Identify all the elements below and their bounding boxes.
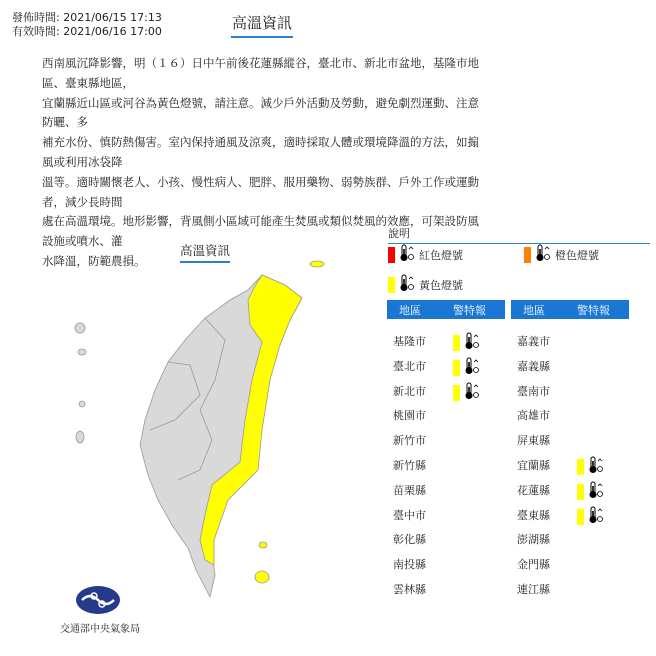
description-line: 處在高溫環境。地形影響，背風側小區域可能產生焚風或類似焚風的效應，可架設防風設施或噴水、灌 (42, 214, 479, 249)
legend-heading: 說明 (388, 225, 650, 244)
yellow-warning-badge (453, 357, 480, 379)
table-row (517, 480, 550, 500)
legend-label: 橙色燈號 (555, 248, 599, 262)
island-green (255, 571, 269, 583)
region-name: 臺東縣 (517, 508, 550, 522)
table-row (393, 480, 426, 500)
region-name: 雲林縣 (393, 583, 426, 596)
col-region: 地區 (399, 303, 421, 317)
thermometer-1-icon (588, 456, 604, 478)
map-title: 高溫資訊 (180, 241, 230, 263)
island-penghu (79, 401, 85, 407)
region-name: 嘉義縣 (517, 359, 550, 373)
table-row (517, 505, 550, 525)
table-row (393, 405, 426, 425)
legend-label: 黃色燈號 (419, 278, 463, 292)
region-name: 臺南市 (517, 384, 550, 398)
region-name: 宜蘭縣 (517, 459, 550, 472)
yellow-warning-badge (577, 506, 604, 528)
description-line: 宜蘭縣近山區或河谷為黃色燈號，請注意。減少戶外活動及勞動，避免劇烈運動、注意防曬、多 (42, 95, 479, 130)
yellow-swatch (388, 277, 395, 293)
table-row (517, 529, 550, 549)
thermometer-1-icon (464, 382, 480, 404)
table-row (393, 579, 426, 599)
region-name: 苗栗縣 (393, 483, 426, 497)
region-name: 臺中市 (393, 508, 426, 522)
table-row (517, 331, 550, 351)
yellow-swatch (577, 509, 584, 525)
issued-value: 2021/06/15 17:13 (63, 11, 162, 24)
table-row (393, 331, 426, 351)
region-name: 新竹市 (393, 434, 426, 448)
region-name: 花蓮縣 (517, 483, 550, 497)
page-title: 高溫資訊 (231, 12, 293, 38)
table-row (393, 455, 426, 475)
yellow-swatch (453, 385, 460, 401)
thermometer-1-icon (464, 332, 480, 354)
col-warning: 警特報 (577, 303, 610, 317)
description-line: 溫等。適時關懷老人、小孩、慢性病人、肥胖、服用藥物、弱勢族群、戶外工作或運動者，減少長時間 (42, 174, 479, 209)
yellow-warning-badge (577, 481, 604, 503)
region-name: 連江縣 (517, 583, 550, 596)
valid-value: 2021/06/16 17:00 (63, 25, 162, 38)
island-orchid (259, 542, 267, 548)
region-name: 新北市 (393, 384, 426, 398)
region-name: 臺北市 (393, 359, 426, 373)
description-line: 水降溫，防範農損。 (42, 253, 146, 268)
region-name: 彰化縣 (393, 533, 426, 547)
region-name: 屏東縣 (517, 434, 550, 448)
region-name: 桃園市 (393, 409, 426, 423)
red-swatch (388, 247, 395, 263)
table-row (517, 455, 550, 475)
table-row (517, 381, 550, 401)
thermometer-1-icon (588, 481, 604, 503)
table-header-right (511, 300, 629, 319)
legend-red (388, 244, 463, 265)
yellow-swatch (453, 360, 460, 376)
table-row (517, 356, 550, 376)
orange-swatch (524, 247, 531, 263)
valid-label: 有效時間: (12, 25, 60, 38)
thermometer-1-icon (399, 274, 415, 295)
region-name: 嘉義市 (517, 335, 550, 348)
cwb-logo (76, 586, 120, 614)
table-row (393, 430, 426, 450)
region-name: 基隆市 (393, 335, 426, 348)
thermometer-2-icon (535, 244, 551, 265)
region-name: 高雄市 (517, 409, 550, 423)
col-warning: 警特報 (453, 303, 486, 317)
thermometer-3-icon (399, 244, 415, 265)
table-row (393, 356, 426, 376)
yellow-warning-badge (453, 382, 480, 404)
description-line: 補充水份、慎防熱傷害。室內保持通風及涼爽，適時採取人體或環境降溫的方法，如搧風或利用冰袋降 (42, 135, 479, 169)
table-row (393, 554, 426, 574)
table-row (517, 554, 550, 574)
table-row (517, 405, 550, 425)
region-name: 南投縣 (393, 558, 426, 572)
legend-label: 紅色燈號 (419, 248, 463, 262)
yellow-swatch (577, 459, 584, 475)
legend-yellow (388, 274, 463, 295)
region-name: 新竹縣 (393, 459, 426, 472)
island-keelung (310, 261, 324, 267)
yellow-warning-badge (577, 456, 604, 478)
table-header-left (387, 300, 505, 319)
table-row (393, 505, 426, 525)
col-region: 地區 (523, 303, 545, 317)
island-penghu (78, 349, 86, 355)
island-penghu (76, 431, 84, 443)
yellow-warning-badge (453, 332, 480, 354)
yellow-swatch (453, 335, 460, 351)
issued-label: 發佈時間: (12, 11, 60, 24)
description-line: 西南風沉降影響，明（１６）日中午前後花蓮縣縱谷，臺北市、新北市盆地，基隆市地區、臺東縣地區， (42, 56, 479, 90)
yellow-swatch (577, 484, 584, 500)
island-penghu (75, 323, 85, 333)
region-name: 澎湖縣 (517, 533, 550, 547)
thermometer-1-icon (588, 506, 604, 528)
agency-name: 交通部中央氣象局 (60, 624, 140, 635)
thermometer-1-icon (464, 357, 480, 379)
table-row (393, 381, 426, 401)
table-row (393, 529, 426, 549)
legend-orange (524, 244, 599, 265)
table-row (517, 579, 550, 599)
table-row (517, 430, 550, 450)
region-name: 金門縣 (517, 558, 550, 572)
